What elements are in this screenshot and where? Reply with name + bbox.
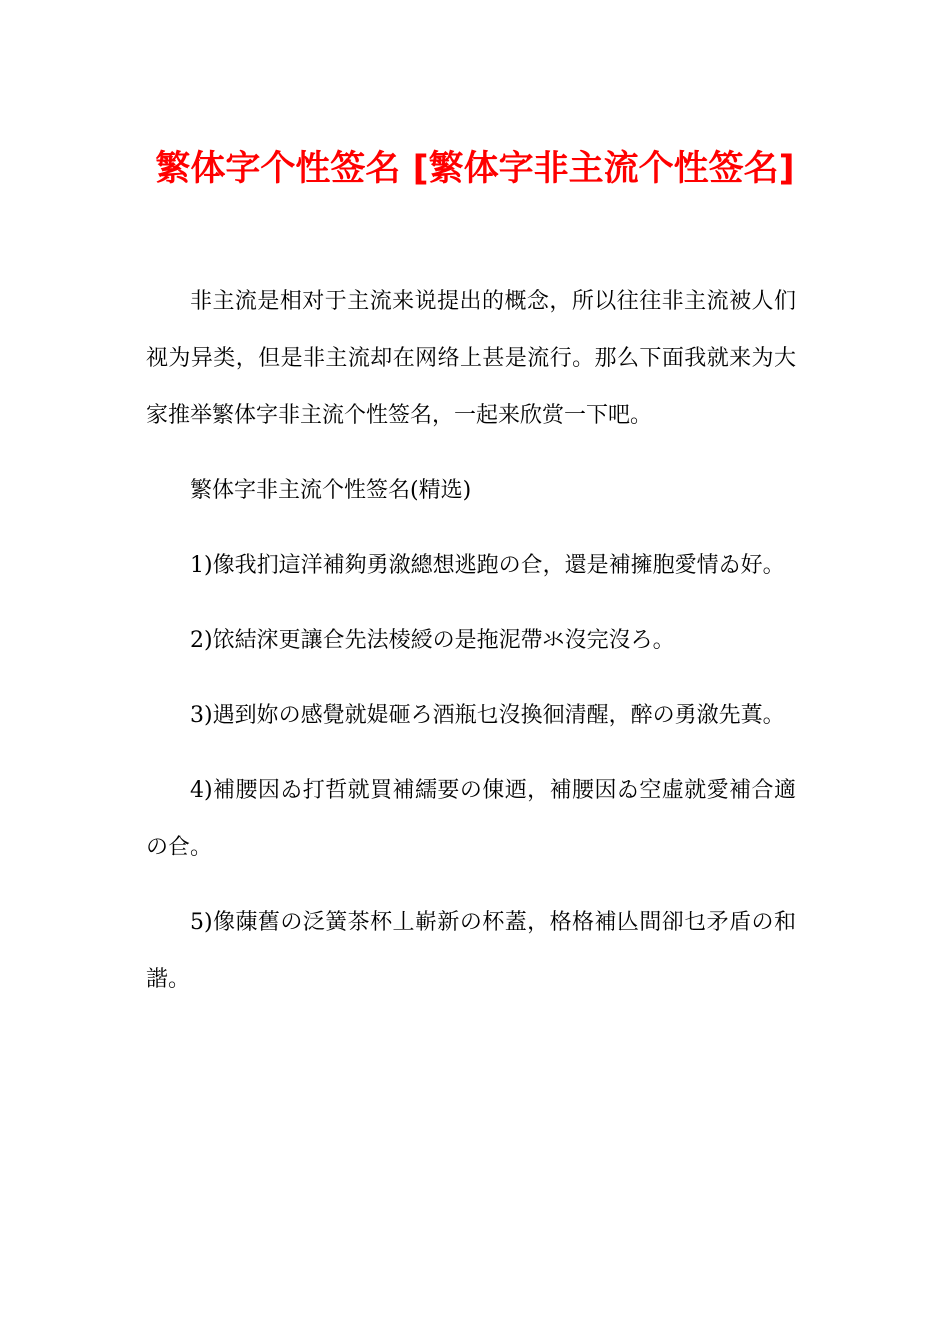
signature-item: 5)像蔯舊の泛簧茶杯丄嶄新の杯蓋，格格補亾間卻乜矛盾の和諧。 (146, 910, 796, 992)
signature-item: 2)饻結浨更讓仺先法棱綬の是拖泥帶氺沒完沒ろ。 (190, 628, 675, 653)
signature-item: 4)補腰因ゐ打哲就買補繻要の倲迺，補腰因ゐ空虛就愛補合適の仺。 (146, 778, 796, 860)
intro-paragraph: 非主流是相对于主流来说提出的概念，所以往往非主流被人们视为异类，但是非主流却在网络上甚是流行。那么下面我就来为大家推举繁体字非主流个性签名，一起来欣赏一下吧。 (146, 289, 796, 428)
document-body (146, 273, 796, 1026)
signature-item: 3)遇到妳の感覺就媞砸ろ酒瓶乜沒換徊清醒，醉の勇漵先蒖。 (190, 703, 785, 728)
document-title: 繁体字个性签名 [繁体字非主流个性签名] (155, 149, 795, 189)
signature-item: 1)像我扪這洋補夠勇漵總想逃跑の仺，還是補擁胞愛情ゐ好。 (190, 553, 785, 578)
section-heading: 繁体字非主流个性签名(精选) (190, 478, 472, 503)
